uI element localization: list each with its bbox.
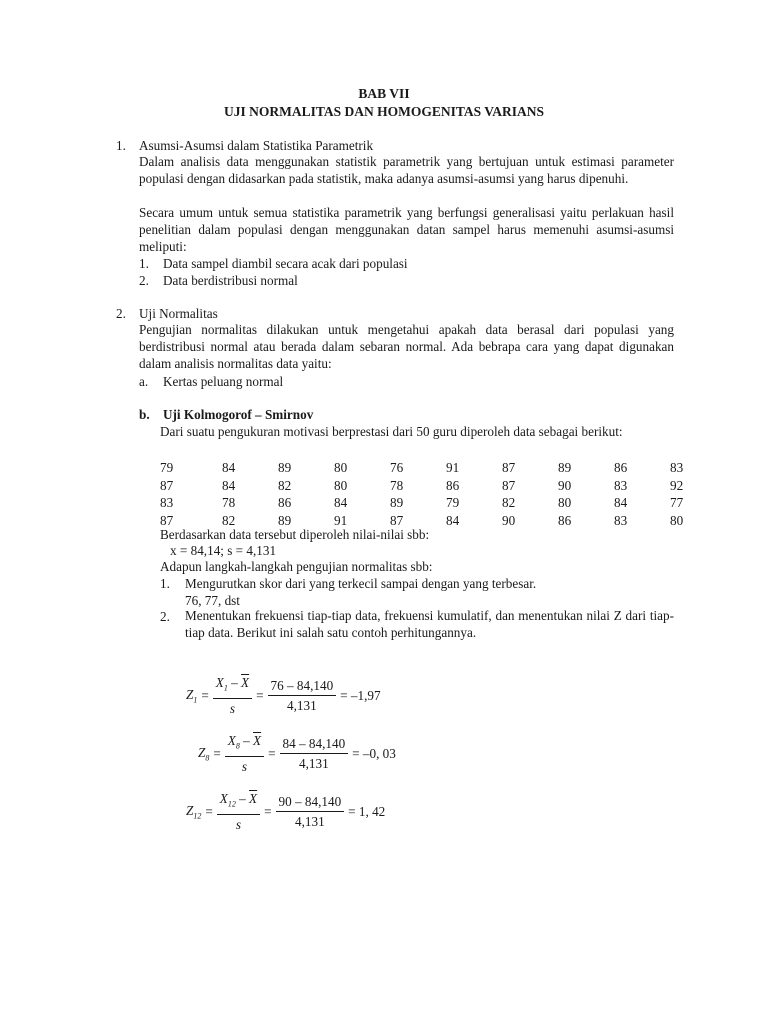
section1-para2: Secara umum untuk semua statistika parametrik yang berfungsi generalisasi yaitu perlakuan hasil penelitian dalam populasi dengan menggunakan datan sampel harus memenuhi asumsi-asumsi meliputi:	[139, 205, 674, 254]
formula-z: $Z_8$	[198, 745, 210, 763]
list-item-num: 1.	[139, 256, 149, 271]
table-cell: 83	[614, 477, 628, 493]
table-cell: 84	[446, 512, 460, 528]
section1-heading: Asumsi-Asumsi dalam Statistika Parametrik	[139, 138, 374, 153]
formula-z1: $Z_1$ = $\frac{X_1 - \overline{X}}{s}$ = $\frac{76 - 84,140}{4,131}$ = –1,97	[186, 675, 381, 716]
table-cell: 89	[558, 460, 572, 475]
step-sub: 76, 77, dst	[185, 593, 240, 608]
formula-z: $Z_{12}$	[186, 803, 202, 821]
section2-number: 2.	[116, 306, 126, 321]
data-table	[160, 459, 726, 529]
formula-fraction: $\frac{84 - 84,140}{4,131}$	[280, 737, 349, 771]
table-cell: 90	[558, 477, 572, 493]
item-b-heading: Uji Kolmogorof – Smirnov	[163, 407, 314, 422]
table-cell: 87	[160, 512, 174, 528]
step-text: Menentukan frekuensi tiap-tiap data, frekuensi kumulatif, dan menentukan nilai Z dari tiap-tiap data. Berikut ini salah satu contoh perhitungannya.	[185, 608, 674, 640]
formula-fraction: $\frac{76 - 84,140}{4,131}$	[268, 679, 337, 713]
table-cell: 80	[334, 460, 348, 475]
formula-z: $Z_1$	[186, 687, 198, 705]
step-num: 2.	[160, 609, 170, 624]
table-cell: 83	[160, 495, 174, 510]
table-cell: 78	[222, 495, 236, 510]
table-cell: 77	[670, 495, 684, 510]
table-cell: 91	[446, 460, 460, 475]
table-cell: 92	[670, 477, 684, 493]
step-num: 1.	[160, 576, 170, 591]
list-item: Data berdistribusi normal	[163, 273, 298, 288]
formula-z8: $Z_8$ = $\frac{X_8 - \overline{X}}{s}$ = $\frac{84 - 84,140}{4,131}$ = –0, 03	[198, 733, 396, 774]
formula-result: = –1,97	[340, 687, 381, 703]
table-cell: 84	[222, 460, 236, 475]
table-cell: 86	[446, 477, 460, 493]
formula-z12: $Z_{12}$ = $\frac{X_{12} - \overline{X}}{s}$ = $\frac{90 - 84,140}{4,131}$ = 1, 42	[186, 791, 386, 832]
table-cell: 78	[390, 477, 404, 493]
table-cell: 80	[558, 495, 572, 510]
table-row	[160, 494, 726, 512]
table-cell: 80	[670, 512, 684, 528]
table-cell: 89	[278, 460, 292, 475]
table-cell: 91	[334, 512, 348, 528]
list-item-num: 2.	[139, 273, 149, 288]
table-cell: 87	[390, 512, 404, 528]
item-a-label: a.	[139, 374, 149, 389]
stats-text: x = 84,14; s = 4,131	[170, 543, 277, 558]
table-cell: 84	[334, 495, 348, 510]
table-cell: 82	[222, 512, 236, 528]
table-cell: 76	[390, 460, 404, 475]
table-cell: 82	[502, 495, 516, 510]
table-cell: 84	[614, 495, 628, 510]
table-cell: 89	[278, 512, 292, 528]
item-a-text: Kertas peluang normal	[163, 374, 284, 389]
formula-fraction: $\frac{X_8 - \overline{X}}{s}$	[225, 734, 264, 774]
item-b-label: b.	[139, 407, 150, 422]
table-cell: 79	[446, 495, 460, 510]
section1-para1: Dalam analisis data menggunakan statistik parametrik yang bertujuan untuk estimasi parameter populasi dengan didasarkan pada statistik, maka adanya asumsi-asumsi yang harus dipenuhi.	[139, 154, 674, 186]
after-table-text: Berdasarkan data tersebut diperoleh nilai-nilai sbb:	[160, 527, 430, 542]
formula-fraction: $\frac{90 - 84,140}{4,131}$	[276, 795, 345, 829]
item-b-intro: Dari suatu pengukuran motivasi berprestasi dari 50 guru diperoleh data sebagai berikut:	[160, 424, 623, 439]
table-cell: 87	[502, 477, 516, 493]
table-cell: 86	[614, 460, 628, 475]
list-item: Data sampel diambil secara acak dari populasi	[163, 256, 408, 271]
table-cell: 86	[558, 512, 572, 528]
section1-number: 1.	[116, 138, 126, 153]
table-cell: 87	[502, 460, 516, 475]
table-cell: 82	[278, 477, 292, 493]
table-cell: 80	[334, 477, 348, 493]
formula-result: = 1, 42	[348, 803, 386, 819]
steps-intro: Adapun langkah-langkah pengujian normalitas sbb:	[160, 559, 433, 574]
table-cell: 87	[160, 477, 174, 493]
table-cell: 89	[390, 495, 404, 510]
table-row	[160, 459, 726, 477]
formula-result: = –0, 03	[352, 745, 396, 761]
step-text: Mengurutkan skor dari yang terkecil sampai dengan yang terbesar.	[185, 576, 537, 591]
section2-heading: Uji Normalitas	[139, 306, 218, 321]
table-cell: 86	[278, 495, 292, 510]
chapter-label: BAB VII	[358, 86, 410, 101]
table-cell: 83	[670, 460, 684, 475]
page-title: UJI NORMALITAS DAN HOMOGENITAS VARIANS	[223, 104, 545, 119]
formula-fraction: $\frac{X_{12} - \overline{X}}{s}$	[217, 792, 260, 832]
section2-para1: Pengujian normalitas dilakukan untuk mengetahui apakah data berasal dari populasi yang berdistribusi normal atau berada dalam sebaran normal. Ada bebrapa cara yang dapat digunakan dalam analisis normalitas data yaitu:	[139, 322, 674, 371]
table-cell: 79	[160, 460, 174, 475]
table-cell: 90	[502, 512, 516, 528]
table-cell: 83	[614, 512, 628, 528]
table-row	[160, 477, 726, 495]
formula-fraction: $\frac{X_1 - \overline{X}}{s}$	[213, 676, 252, 716]
table-cell: 84	[222, 477, 236, 493]
